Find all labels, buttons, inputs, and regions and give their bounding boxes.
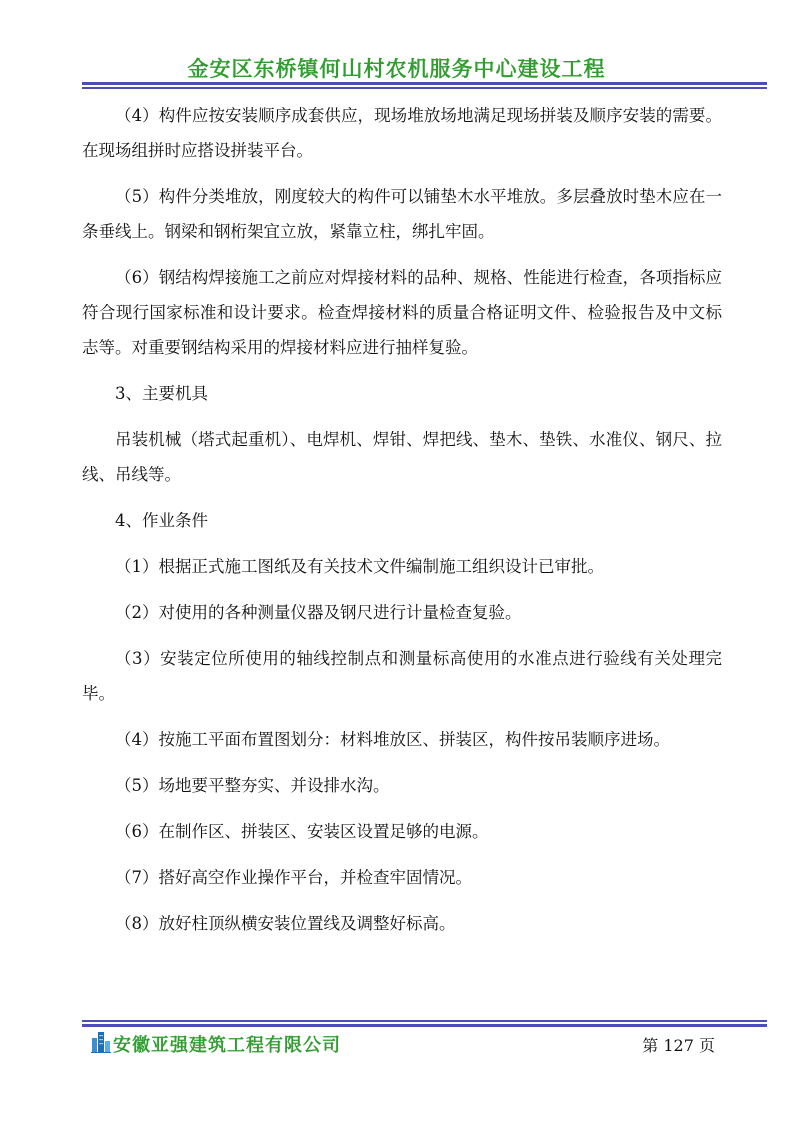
page-number: 第 127 页	[642, 1036, 715, 1055]
footer-rule-thick	[82, 1024, 767, 1027]
section-heading-main-tools: 3、主要机具	[115, 384, 208, 403]
building-logo-icon	[91, 1029, 111, 1053]
section-heading-work-conditions: 4、作业条件	[115, 511, 208, 530]
condition-item-3: （3）安装定位所使用的轴线控制点和测量标高使用的水准点进行验线有关处理完毕。	[82, 649, 722, 703]
condition-item-4: （4）按施工平面布置图划分：材料堆放区、拼装区，构件按吊装顺序进场。	[115, 730, 670, 749]
header-rule-thin	[82, 87, 767, 89]
document-body	[82, 98, 722, 952]
footer-company-name: 安徽亚强建筑工程有限公司	[113, 1035, 341, 1056]
condition-item-8: （8）放好柱顶纵横安装位置线及调整好标高。	[115, 914, 456, 933]
condition-item-2: （2）对使用的各种测量仪器及钢尺进行计量检查复验。	[115, 603, 522, 622]
paragraph-item-6-welding: （6）钢结构焊接施工之前应对焊接材料的品种、规格、性能进行检查，各项指标应符合现行国家标准和设计要求。检查焊接材料的质量合格证明文件、检验报告及中文标志等。对重要钢结构采用的焊接材料应进行抽样复验。	[82, 268, 722, 357]
page-header-title: 金安区东桥镇何山村农机服务中心建设工程	[187, 57, 606, 81]
paragraph-tools-list: 吊装机械（塔式起重机）、电焊机、焊钳、焊把线、垫木、垫铁、水准仪、钢尺、拉线、吊线等。	[82, 430, 722, 484]
header-rule-thick	[82, 82, 767, 85]
condition-item-7: （7）搭好高空作业操作平台，并检查牢固情况。	[115, 868, 472, 887]
footer-rule-thin	[82, 1020, 767, 1022]
condition-item-5: （5）场地要平整夯实、并设排水沟。	[115, 776, 390, 795]
condition-item-6: （6）在制作区、拼装区、安装区设置足够的电源。	[115, 822, 489, 841]
paragraph-item-4-stacking: （4）构件应按安装顺序成套供应，现场堆放场地满足现场拼装及顺序安装的需要。在现场组拼时应搭设拼装平台。	[82, 106, 722, 160]
paragraph-item-5-classification: （5）构件分类堆放，刚度较大的构件可以铺垫木水平堆放。多层叠放时垫木应在一条垂线上。钢梁和钢桁架宜立放，紧靠立柱，绑扎牢固。	[82, 187, 722, 241]
condition-item-1: （1）根据正式施工图纸及有关技术文件编制施工组织设计已审批。	[115, 557, 604, 576]
